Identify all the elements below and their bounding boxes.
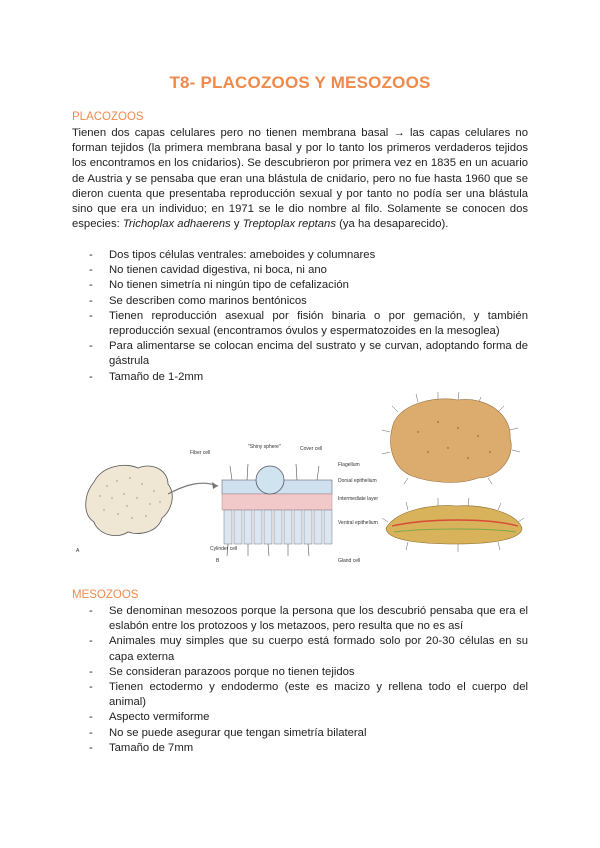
intermediate-layer-label: Intermediate layer [338,496,379,502]
flagellum-label: Flagellum [338,462,360,468]
fiber-cell-label: Fiber cell [190,450,211,456]
species-trichoplax: Trichoplax adhaerens [122,218,231,231]
gland-cell-label: Gland cell [338,558,361,564]
micrograph-images [378,382,528,552]
shiny-sphere-label: "Shiny sphere" [248,444,281,450]
micrograph-top [391,399,512,483]
list-item: - No tienen cavidad digestiva, ni boca, ni ano [72,263,528,278]
placozoos-list [72,248,528,385]
mesozoos-list [72,604,528,756]
list-item: - Dos tipos células ventrales: ameboides y columnares [72,248,528,263]
cylinder-cell-label: Cylinder cell [210,546,238,552]
ventral-cells [224,510,332,544]
list-item: - Tamaño de 7mm [72,741,528,756]
list-item: - No se puede asegurar que tengan simetría bilateral [72,726,528,741]
panel-b-label: B [216,558,220,564]
dorsal-epithelium-label: Dorsal epithelium [338,478,377,484]
list-item: - Aspecto vermiforme [72,710,528,725]
paragraph-end: (ya ha desaparecido). [335,218,449,231]
list-item: - Tienen reproducción asexual por fisión binaria o por gemación, y también reproducción sexual (encontramos óvulos y espermatozoides en la mesoglea) [72,309,528,339]
mesozoos-heading: MESOZOOS [72,589,139,601]
trichoplax-outline-shape [86,465,173,535]
trichoplax-diagram [72,436,379,572]
list-item: - Para alimentarse se colocan encima del sustrato y se curvan, adoptando forma de gástrula [72,339,528,369]
list-item: - Tienen ectodermo y endodermo (este es macizo y rellena todo el cuerpo del animal) [72,680,528,710]
list-item: - Tamaño de 1-2mm [72,370,528,385]
list-item: - Se denominan mesozoos porque la persona que los descubrió pensaba que era el eslabón entre los protozoos y los metazoos, pero resulta que no es así [72,604,528,634]
placozoos-heading: PLACOZOOS [72,111,144,123]
list-item: - Se describen como marinos bentónicos [72,294,528,309]
placozoos-paragraph [72,126,528,232]
ventral-epithelium-label: Ventral epithelium [338,520,378,526]
list-item: - No tienen simetría ni ningún tipo de cefalización [72,278,528,293]
list-item: - Animales muy simples que su cuerpo está formado solo por 20-30 células en su capa externa [72,634,528,664]
shiny-sphere-shape [256,466,284,494]
list-item: - Se consideran parazoos porque no tienen tejidos [72,665,528,680]
arrow-icon [168,483,218,494]
paragraph-conj: y [230,218,243,231]
cover-cell-label: Cover cell [300,446,323,452]
page-title: T8- PLACOZOOS Y MESOZOOS [169,73,431,92]
intermediate-layer-shape [222,494,332,510]
panel-a-label: A [76,548,80,554]
species-treptoplax: Treptoplax reptans [242,218,336,231]
paragraph-text: Tienen dos capas celulares pero no tienen membrana basal → las capas celulares no forman tejidos (la primera membrana basal y por lo tanto los primeros verdaderos tejidos los encontramos en los cnidarios). Se descubrieron por primera vez en 1835 en un acuario de Austria y se pensaba que eran una blástula de cnidario, pero no fue hasta 1960 que se dieron cuenta que presentaba reproducción sexual y por tanto no podía ser una blástula sino que era un individuo; en 1971 se le dio nombre al filo. Solamente se conocen dos especies: [72,127,528,231]
